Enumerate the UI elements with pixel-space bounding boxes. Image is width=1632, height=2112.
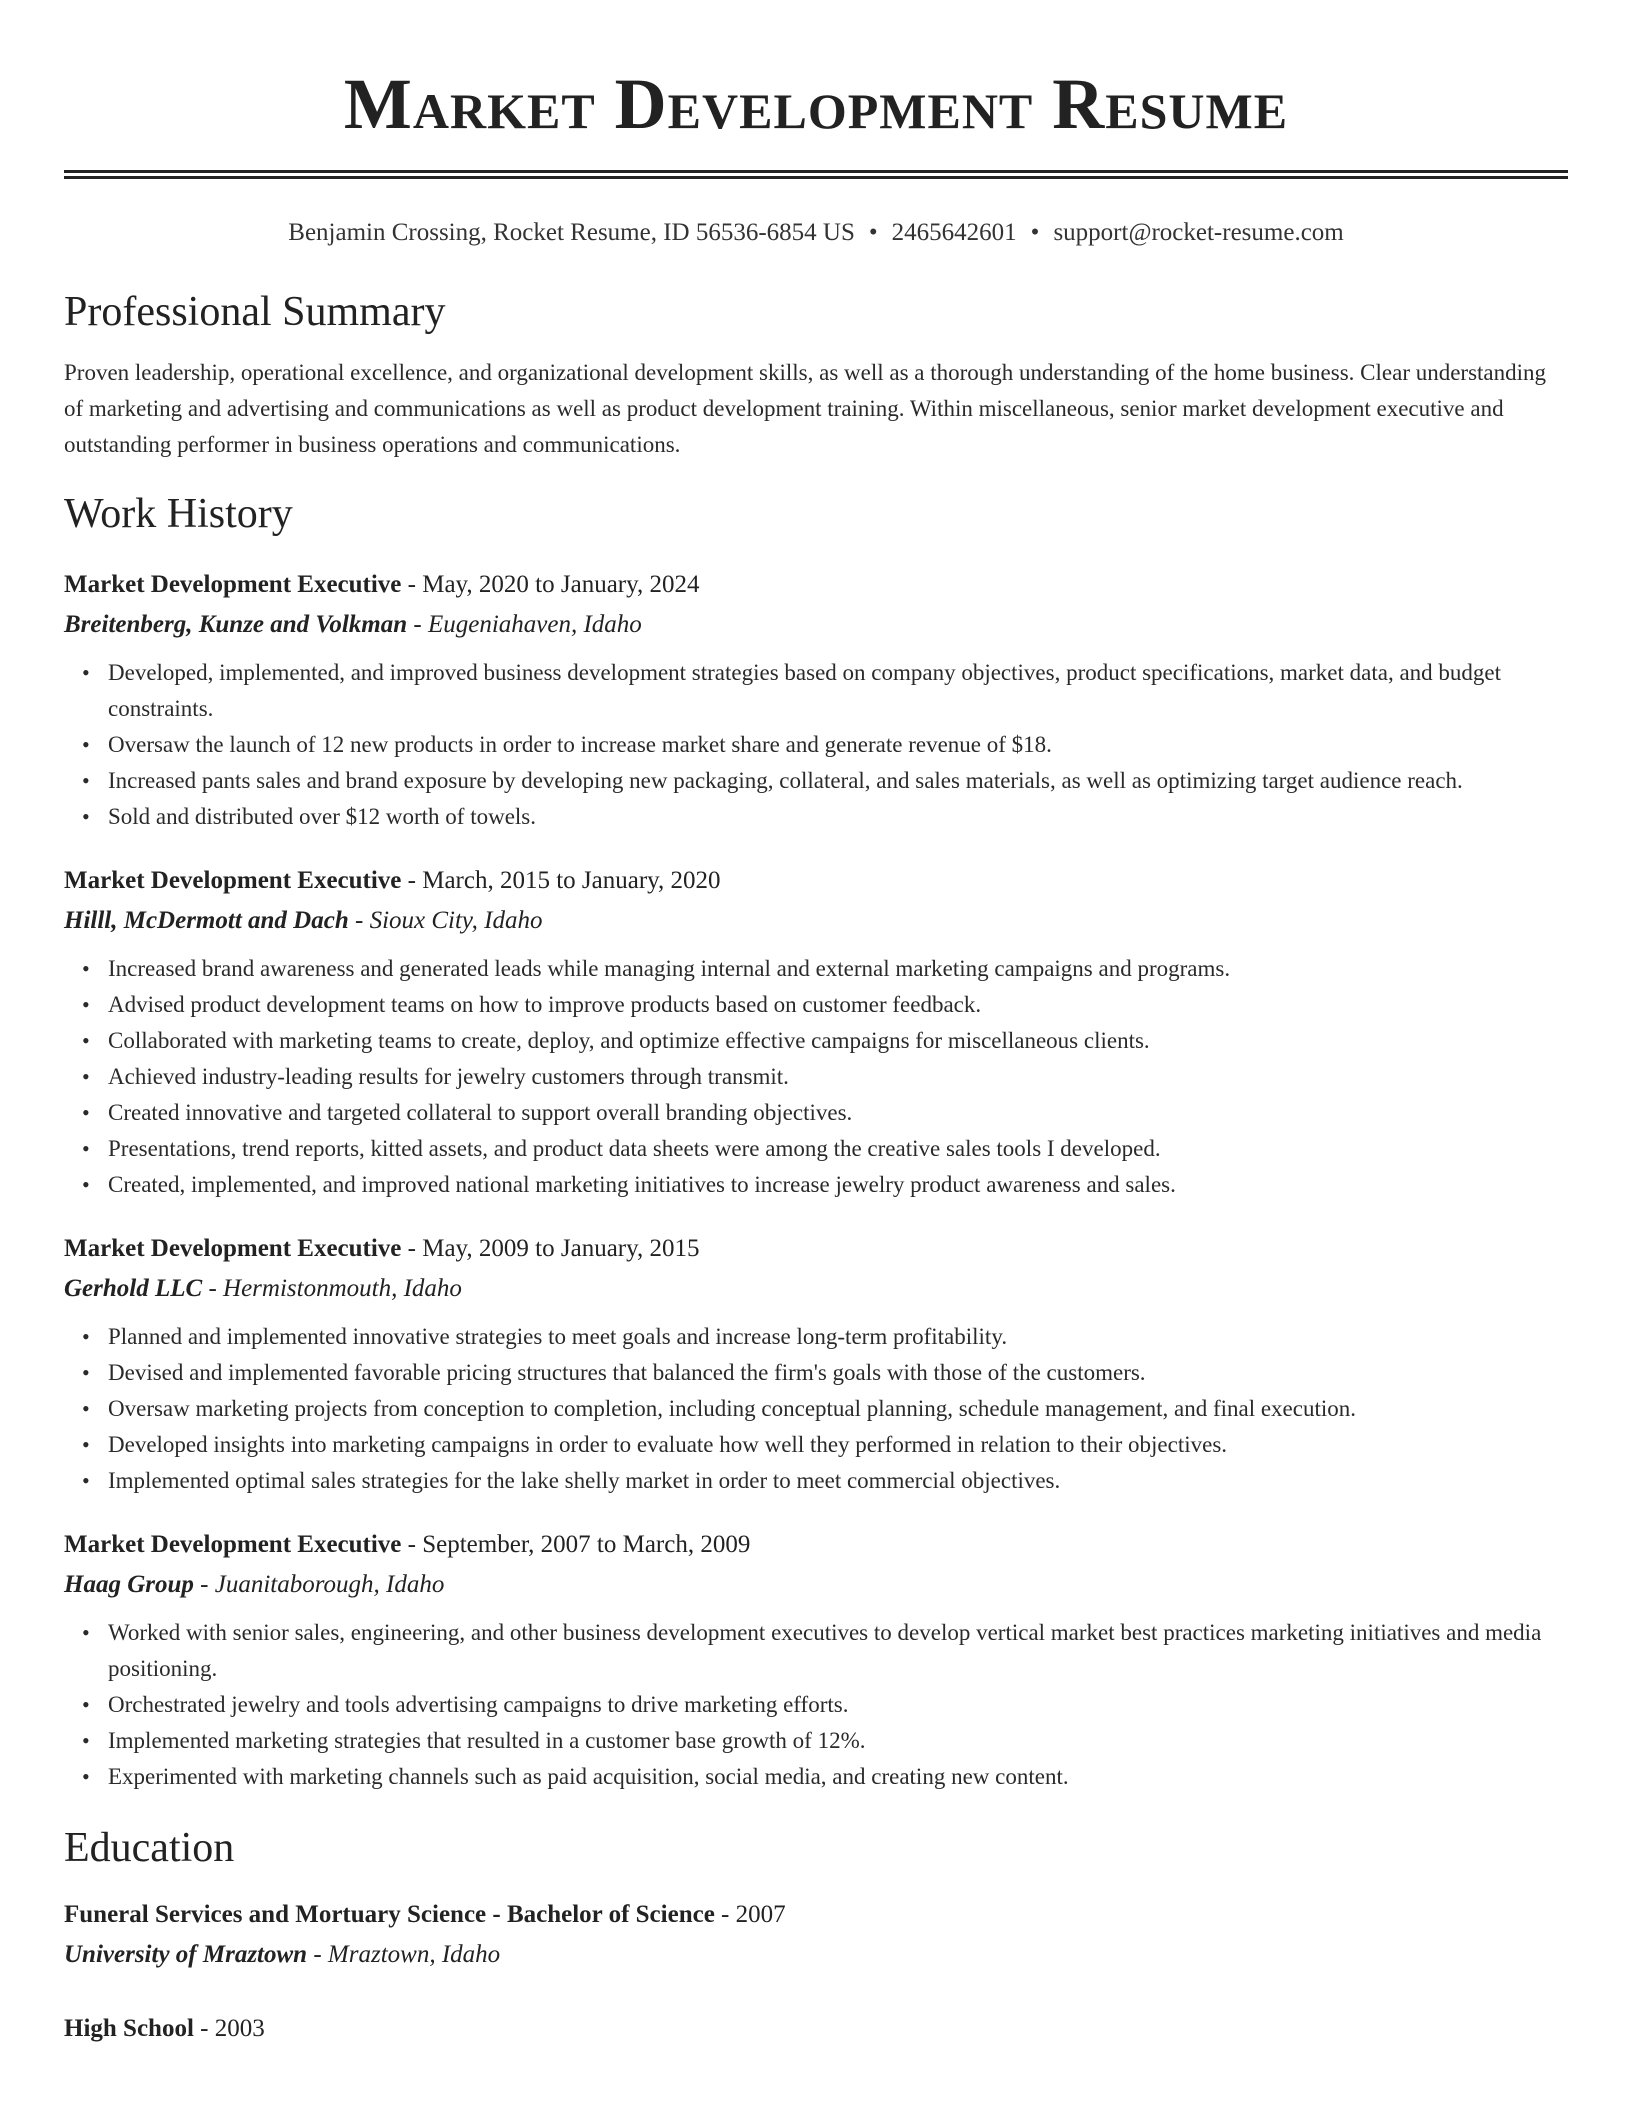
- job-bullet: • Worked with senior sales, engineering, and other business development executives to develop vertical market best practices marketing initiatives and media positioning.: [108, 1615, 1568, 1687]
- job-location: Sioux City, Idaho: [369, 907, 543, 934]
- job-bullet: • Sold and distributed over $12 worth of towels.: [108, 799, 1568, 835]
- contact-phone: 2465642601: [891, 219, 1017, 246]
- job-bullet: • Created, implemented, and improved national marketing initiatives to increase jewelry product awareness and sales.: [108, 1167, 1568, 1203]
- job-title-line: Market Development Executive - May, 2020 to January, 2024: [64, 571, 700, 598]
- job-company-line: Gerhold LLC - Hermistonmouth, Idaho: [64, 1275, 462, 1302]
- job-bullets: [64, 1319, 1568, 1499]
- job-bullet: • Advised product development teams on how to improve products based on customer feedback.: [108, 987, 1568, 1023]
- job-bullet: • Achieved industry-leading results for jewelry customers through transmit.: [108, 1059, 1568, 1095]
- job-company-line: Hilll, McDermott and Dach - Sioux City, Idaho: [64, 907, 543, 934]
- job-bullet: • Implemented optimal sales strategies for the lake shelly market in order to meet commercial objectives.: [108, 1463, 1568, 1499]
- resume-title: Market Development Resume: [343, 64, 1289, 144]
- job-bullet: • Collaborated with marketing teams to create, deploy, and optimize effective campaigns for miscellaneous clients.: [108, 1023, 1568, 1059]
- contact-line: [64, 217, 1568, 249]
- job-bullet: • Orchestrated jewelry and tools advertising campaigns to drive marketing efforts.: [108, 1687, 1568, 1723]
- education-entry: [64, 1895, 1568, 1975]
- job-dates: September, 2007 to March, 2009: [422, 1531, 751, 1558]
- education-degree-line: High School - 2003: [64, 2015, 265, 2042]
- job-dates: March, 2015 to January, 2020: [422, 867, 721, 894]
- education-school: University of Mraztown: [64, 1941, 308, 1968]
- education-school-line: University of Mraztown - Mraztown, Idaho: [64, 1941, 501, 1968]
- job-bullets: [64, 951, 1568, 1203]
- job-entry: [64, 1525, 1568, 1795]
- job-company-line: Haag Group - Juanitaborough, Idaho: [64, 1571, 445, 1598]
- job-location: Eugeniahaven, Idaho: [427, 611, 642, 638]
- job-bullets: [64, 655, 1568, 835]
- job-title: Market Development Executive: [64, 571, 402, 598]
- contact-separator: •: [1030, 219, 1040, 246]
- job-company: Breitenberg, Kunze and Volkman: [64, 611, 408, 638]
- job-entry: [64, 861, 1568, 1203]
- job-bullet: • Presentations, trend reports, kitted assets, and product data sheets were among the creative sales tools I developed.: [108, 1131, 1568, 1167]
- contact-separator: •: [868, 219, 878, 246]
- education-year: 2007: [735, 1901, 786, 1928]
- job-bullet: • Oversaw the launch of 12 new products in order to increase market share and generate revenue of $18.: [108, 727, 1568, 763]
- job-title-line: Market Development Executive - September, 2007 to March, 2009: [64, 1531, 751, 1558]
- job-company: Hilll, McDermott and Dach: [64, 907, 349, 934]
- job-bullet: • Oversaw marketing projects from conception to completion, including conceptual planning, schedule management, and final execution.: [108, 1391, 1568, 1427]
- job-company: Haag Group: [64, 1571, 194, 1598]
- job-dates: May, 2020 to January, 2024: [422, 571, 700, 598]
- job-bullet: • Implemented marketing strategies that resulted in a customer base growth of 12%.: [108, 1723, 1568, 1759]
- education-entry: [64, 2009, 1568, 2049]
- job-location: Juanitaborough, Idaho: [214, 1571, 445, 1598]
- job-bullet: • Created innovative and targeted collateral to support overall branding objectives.: [108, 1095, 1568, 1131]
- job-company: Gerhold LLC: [64, 1275, 203, 1302]
- summary-heading: Professional Summary: [64, 289, 446, 335]
- job-bullet: • Planned and implemented innovative strategies to meet goals and increase long-term profitability.: [108, 1319, 1568, 1355]
- job-bullet: • Developed, implemented, and improved business development strategies based on company objectives, product specifications, market data, and budget constraints.: [108, 655, 1568, 727]
- job-bullet: • Devised and implemented favorable pricing structures that balanced the firm's goals with those of the customers.: [108, 1355, 1568, 1391]
- job-bullet: • Developed insights into marketing campaigns in order to evaluate how well they performed in relation to their objectives.: [108, 1427, 1568, 1463]
- contact-email: support@rocket-resume.com: [1053, 219, 1344, 246]
- education-degree: Funeral Services and Mortuary Science - Bachelor of Science: [64, 1901, 715, 1928]
- education-heading: Education: [64, 1825, 235, 1871]
- job-company-line: Breitenberg, Kunze and Volkman - Eugeniahaven, Idaho: [64, 611, 642, 638]
- education-location: Mraztown, Idaho: [327, 1941, 501, 1968]
- education-year: 2003: [214, 2015, 265, 2042]
- job-location: Hermistonmouth, Idaho: [223, 1275, 462, 1302]
- job-dates: May, 2009 to January, 2015: [422, 1235, 700, 1262]
- job-entry: [64, 565, 1568, 835]
- job-title-line: Market Development Executive - March, 2015 to January, 2020: [64, 867, 721, 894]
- job-bullet: • Experimented with marketing channels such as paid acquisition, social media, and creating new content.: [108, 1759, 1568, 1795]
- title-divider: [64, 170, 1568, 179]
- job-title-line: Market Development Executive - May, 2009 to January, 2015: [64, 1235, 700, 1262]
- education-degree-line: Funeral Services and Mortuary Science - Bachelor of Science - 2007: [64, 1901, 786, 1928]
- education-degree: High School: [64, 2015, 194, 2042]
- contact-address: Benjamin Crossing, Rocket Resume, ID 56536-6854 US: [288, 219, 855, 246]
- work-history-heading: Work History: [64, 491, 293, 537]
- job-title: Market Development Executive: [64, 1531, 402, 1558]
- summary-text: Proven leadership, operational excellence, and organizational development skills, as well as a thorough understanding of the home business. Clear understanding of marketing and advertising and communications as well as product development training. Within miscellaneous, senior market development executive and outstanding performer in business operations and communications.: [64, 360, 1547, 457]
- job-bullet: • Increased brand awareness and generated leads while managing internal and external marketing campaigns and programs.: [108, 951, 1568, 987]
- job-title: Market Development Executive: [64, 867, 402, 894]
- job-entry: [64, 1229, 1568, 1499]
- job-bullets: [64, 1615, 1568, 1795]
- job-title: Market Development Executive: [64, 1235, 402, 1262]
- job-bullet: • Increased pants sales and brand exposure by developing new packaging, collateral, and sales materials, as well as optimizing target audience reach.: [108, 763, 1568, 799]
